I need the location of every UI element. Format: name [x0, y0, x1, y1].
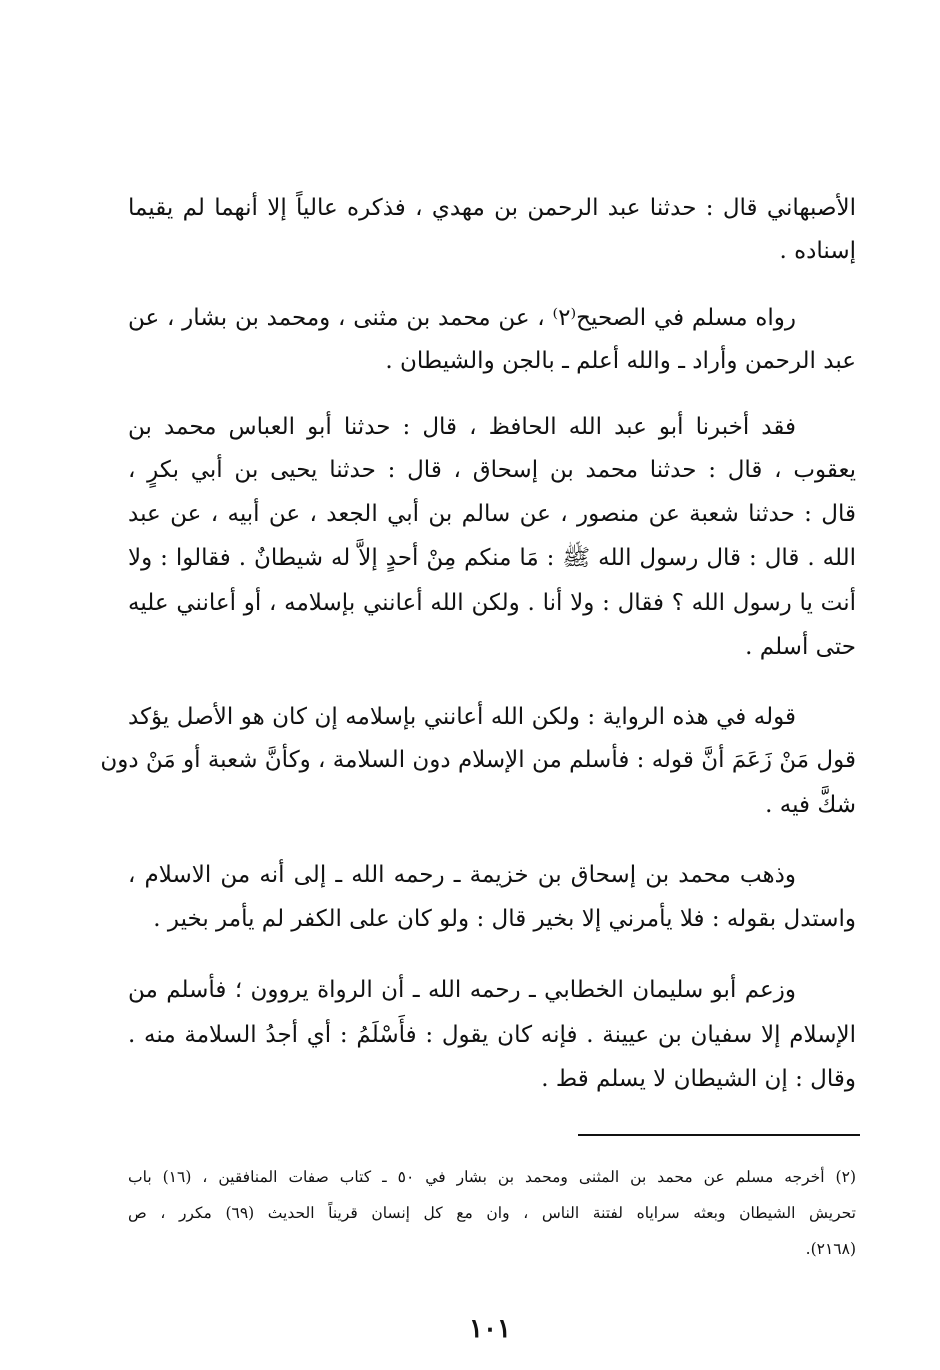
text-line: شكَّ فيه .: [765, 792, 856, 818]
text-line: وذهب محمد بن إسحاق بن خزيمة ـ رحمه الله ـ إلى أنه من الاسلام ،: [128, 862, 796, 888]
text-line: إسناده .: [779, 238, 856, 264]
text-line: الأصبهاني قال : حدثنا عبد الرحمن بن مهدي ، فذكره عالياً إلا أنهما لم يقيما: [128, 195, 856, 221]
footnote-line: تحريش الشيطان وبعثه سراياه لفتنة الناس ، وان مع كل إنسان قريناً الحديث (٦٩) مكرر ، ص: [128, 1204, 856, 1222]
footnote-separator: [578, 1134, 860, 1136]
footnote-line: (٢) أخرجه مسلم عن محمد بن المثنى ومحمد بن بشار في ٥٠ ـ كتاب صفات المنافقين ، (١٦) باب: [128, 1168, 856, 1186]
text-line: قال : حدثنا شعبة عن منصور ، عن سالم بن أبي الجعد ، عن أبيه ، عن عبد: [128, 501, 856, 527]
text-line: وزعم أبو سليمان الخطابي ـ رحمه الله ـ أن الرواة يروون ؛ فأسلم من: [128, 977, 796, 1003]
text-line: وقال : إن الشيطان لا يسلم قط .: [541, 1066, 856, 1092]
footnote-line: (٢١٦٨).: [805, 1240, 856, 1258]
text-line: قوله في هذه الرواية : ولكن الله أعانني بإسلامه إن كان هو الأصل يؤكد: [128, 704, 796, 730]
text-line: أنت يا رسول الله ؟ فقال : ولا أنا . ولكن الله أعانني بإسلامه ، أو أعانني عليه: [128, 590, 856, 616]
text-line: الإسلام إلا سفيان بن عيينة . فإنه كان يقول : فأَسْلَمُ : أي أجدُ السلامة منه .: [128, 1022, 856, 1048]
text-line: قول مَنْ زَعَمَ أنَّ قوله : فأسلم من الإسلام دون السلامة ، وكأنَّ شعبة أو مَنْ دون: [100, 747, 856, 773]
text-line: فقد أخبرنا أبو عبد الله الحافظ ، قال : حدثنا أبو العباس محمد بن: [128, 414, 796, 440]
text-line: عبد الرحمن وأراد ـ والله أعلم ـ بالجن والشيطان .: [385, 348, 856, 374]
text-line: حتى أسلم .: [745, 634, 856, 660]
text-line: يعقوب ، قال : حدثنا محمد بن إسحاق ، قال : حدثنا يحيى بن أبي بكرٍ ،: [128, 457, 856, 483]
page-number: ١٠١: [469, 1314, 511, 1344]
text-line: واستدل بقوله : فلا يأمرني إلا بخير قال : ولو كان على الكفر لم يأمر بخير .: [153, 906, 856, 932]
text-line: رواه مسلم في الصحيح⁽٢⁾ ، عن محمد بن مثنى ، ومحمد بن بشار ، عن: [128, 305, 796, 331]
text-line: الله . قال : قال رسول الله ﷺ : مَا منكم مِنْ أحدٍ إلاَّ له شيطانٌ . فقالوا : ولا: [128, 545, 856, 571]
